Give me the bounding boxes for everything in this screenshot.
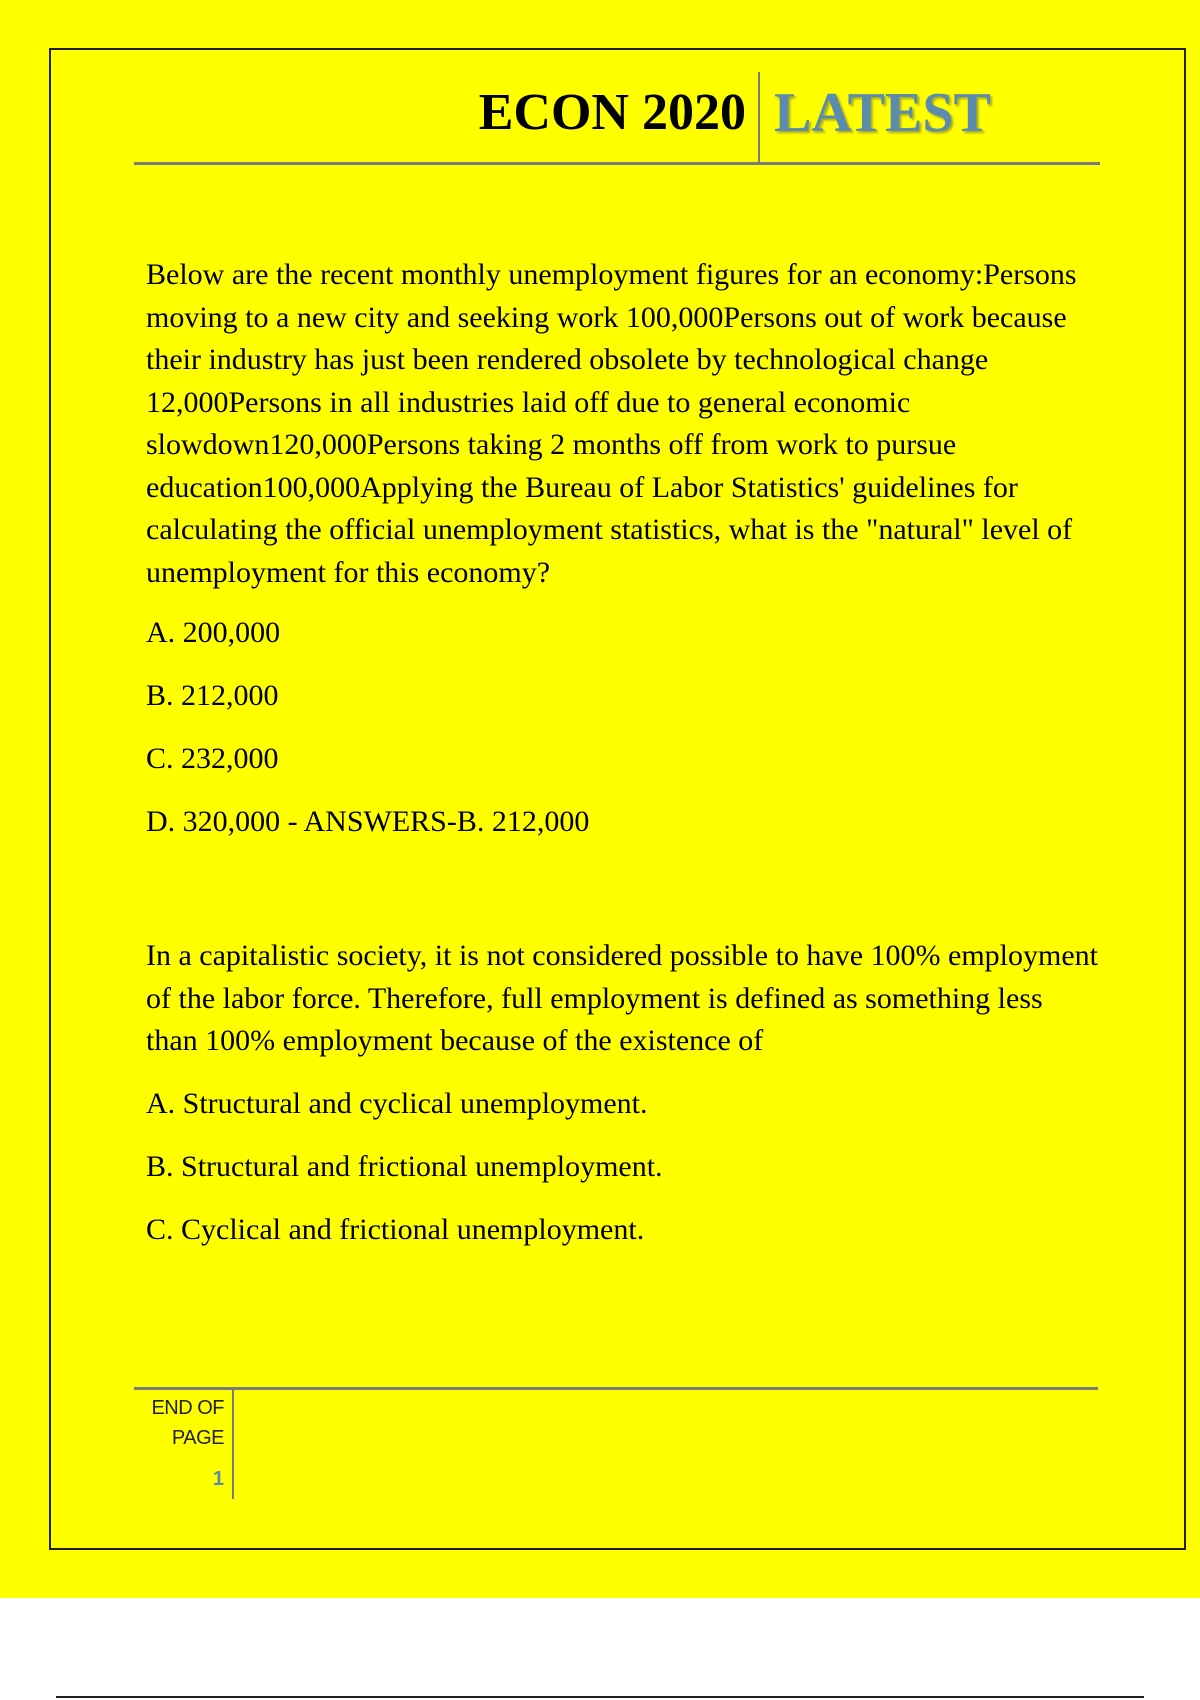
end-of-page-label (134, 1393, 224, 1453)
question-block-1 (146, 254, 1100, 843)
page-content (146, 254, 1100, 1251)
question-1-option-c: C. 232,000 (146, 742, 279, 775)
question-1-text: Below are the recent monthly unemployment figures for an economy:Persons moving to a new city and seeking work 100,000Persons out of work because their industry has just been rendered obsolete by technological change 12,000Persons in all industries laid off due to general economic slowdown120,000Persons taking 2 months off from work to pursue education100,000Applying the Bureau of Labor Statistics' guidelines for calculating the official unemployment statistics, what is the "natural" level of unemployment for this economy? (146, 258, 1077, 589)
end-of-page-line-2: PAGE (171, 1427, 224, 1449)
question-2-option-c: C. Cyclical and frictional unemployment. (146, 1212, 645, 1246)
question-1-option-b: B. 212,000 (146, 679, 279, 712)
footer-rule (134, 1387, 1098, 1390)
end-of-page-line-1: END OF (151, 1397, 224, 1419)
question-1-option-d-answer: D. 320,000 - ANSWERS-B. 212,000 (146, 805, 590, 838)
latest-tag: LATEST (774, 82, 991, 144)
course-code-title: ECON 2020 (478, 84, 746, 141)
question-2-option-b: B. Structural and frictional unemployment. (146, 1149, 663, 1183)
page-number: 1 (212, 1468, 224, 1490)
header-rule (134, 162, 1100, 165)
question-block-2 (146, 935, 1100, 1251)
question-2-text: In a capitalistic society, it is not considered possible to have 100% employment of the labor force. Therefore, full employment is defined as something less than 100% employment because of the existence of (146, 939, 1099, 1057)
header-divider (758, 72, 760, 164)
question-1-option-a: A. 200,000 (146, 616, 281, 649)
bottom-separator-line (56, 1696, 1144, 1698)
question-2-option-a: A. Structural and cyclical unemployment. (146, 1086, 648, 1120)
footer-divider (232, 1389, 234, 1499)
